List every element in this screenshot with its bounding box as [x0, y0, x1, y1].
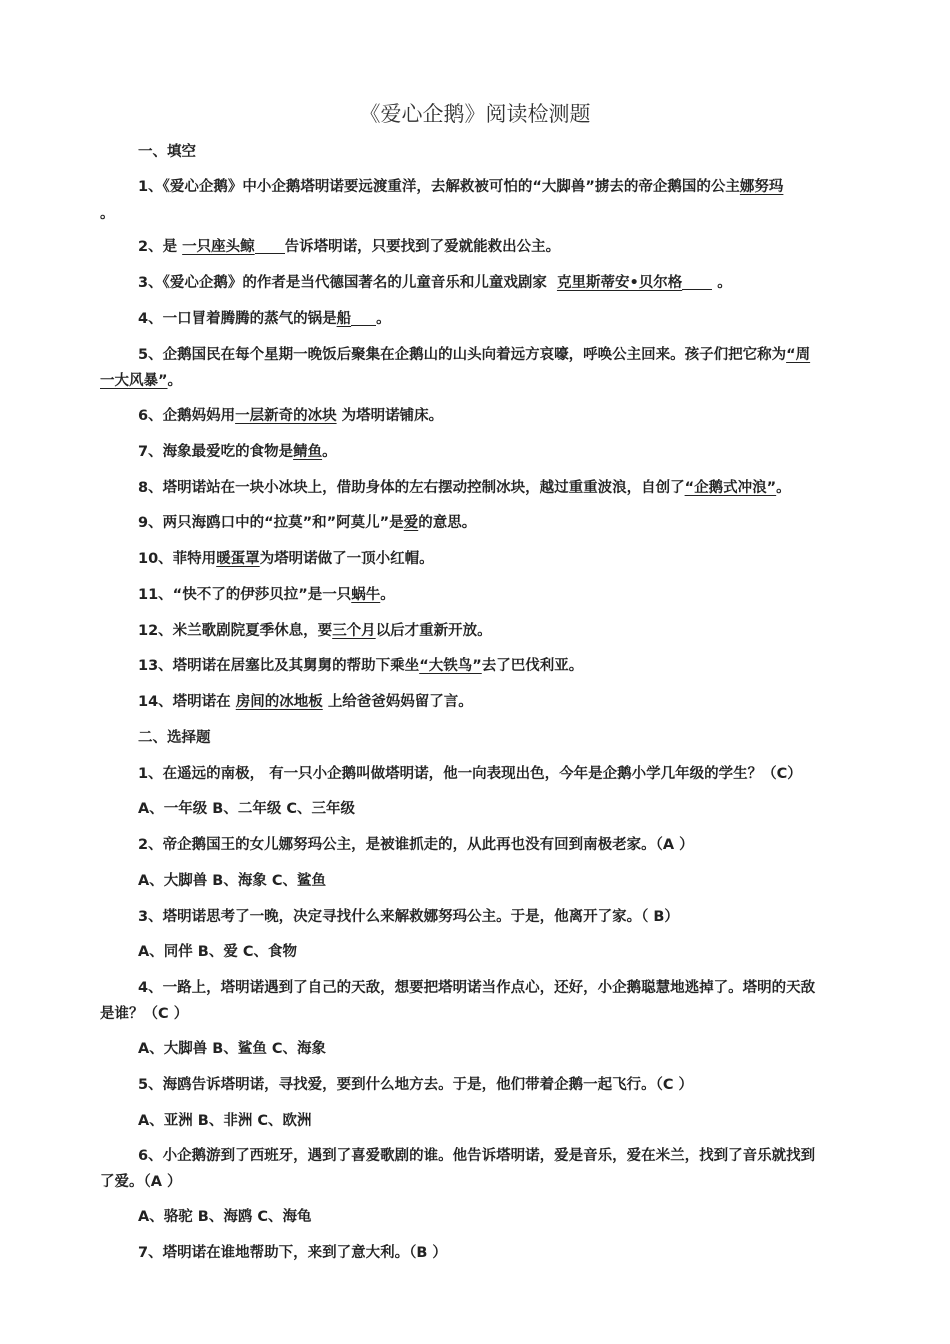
answer: 爱	[403, 515, 419, 531]
answer: 船	[336, 311, 352, 327]
question-text: 为塔明诺做了一顶小红帽。	[259, 551, 434, 567]
choice-options-3: A、同伴 B、爱 C、食物	[138, 944, 298, 960]
question-13	[100, 654, 888, 675]
answer: 蜗牛	[351, 587, 381, 603]
question-5-end	[100, 369, 850, 390]
question-text: 2、是	[138, 239, 178, 255]
choice-question-1: 1、在遥远的南极， 有一只小企鹅叫做塔明诺，他一向表现出色，今年是企鹅小学几年级的学生？（C）	[138, 766, 802, 782]
question-7	[100, 440, 888, 461]
question-text: 3、《爱心企鹅》的作者是当代德国著名的儿童音乐和儿童戏剧家	[138, 275, 547, 291]
question-text: 告诉塔明诺，只要找到了爱就能救出公主。	[284, 239, 561, 255]
question-10	[100, 547, 888, 568]
question-text: 。	[776, 480, 791, 496]
answer: 一只座头鲸	[182, 239, 255, 255]
question-text: 的意思。	[418, 515, 477, 531]
question-text: 。	[167, 373, 183, 389]
page-title: 《爱心企鹅》阅读检测题	[359, 102, 591, 126]
question-8	[100, 476, 888, 497]
question-12	[100, 619, 888, 640]
question-text: 为塔明诺铺床。	[341, 408, 444, 424]
question-3	[100, 271, 888, 292]
question-9	[100, 511, 888, 532]
answer: “企鹅式冲浪”	[684, 480, 777, 496]
choice-question-6-cont: 了爱。（A ）	[100, 1174, 182, 1190]
question-text: 10、菲特用	[138, 551, 217, 567]
answer: 鲭鱼	[293, 444, 323, 460]
choice-options-4: A、大脚兽 B、鲨鱼 C、海象	[138, 1041, 327, 1057]
question-text: 8、塔明诺站在一块小冰块上，借助身体的左右摆动控制冰块，越过重重波浪，自创了	[138, 480, 685, 496]
answer: 暖蛋罩	[216, 551, 260, 567]
choice-question-4-cont: 是谁？（C ）	[100, 1006, 189, 1022]
answer: 克里斯蒂安•贝尔格	[556, 275, 683, 291]
question-2	[100, 235, 888, 256]
question-6	[100, 404, 888, 425]
question-text: 14、塔明诺在	[138, 694, 231, 710]
question-text: 。	[322, 444, 337, 460]
question-text: 7、海象最爱吃的食物是	[138, 444, 294, 460]
choice-question-4: 4、一路上，塔明诺遇到了自己的天敌，想要把塔明诺当作点心，还好，小企鹅聪慧地逃掉了。塔明的天敌	[138, 980, 816, 996]
blank-line	[682, 275, 712, 291]
question-text: 6、企鹅妈妈用	[138, 408, 236, 424]
section-heading-fill-blank: 一、填空	[138, 144, 196, 160]
question-1	[100, 175, 888, 196]
question-1-end: 。	[100, 206, 115, 222]
choice-options-6: A、骆驼 B、海鸥 C、海龟	[138, 1209, 312, 1225]
question-text: 12、米兰歌剧院夏季休息，要	[138, 623, 333, 639]
question-text: 9、两只海鸥口中的“拉莫”和”阿莫儿”是	[138, 515, 404, 531]
question-text: 11、“快不了的伊莎贝拉”是一只	[138, 587, 352, 603]
question-text: 去了巴伐利亚。	[481, 658, 584, 674]
question-text: 1、《爱心企鹅》中小企鹅塔明诺要远渡重洋，去解救被可怕的“大脚兽”掳去的帝企鹅国的公主	[138, 179, 740, 195]
question-text: 。	[717, 275, 732, 291]
question-text: 上给爸爸妈妈留了言。	[327, 694, 473, 710]
answer: 三个月	[332, 623, 376, 639]
choice-question-7: 7、塔明诺在谁地帮助下，来到了意大利。（B ）	[138, 1245, 447, 1261]
question-11	[100, 583, 888, 604]
answer: 娜努玛	[739, 179, 784, 195]
question-text: 4、一口冒着腾腾的蒸气的锅是	[138, 311, 337, 327]
blank-line	[255, 239, 285, 255]
choice-options-2: A、大脚兽 B、海象 C、鲨鱼	[138, 873, 327, 889]
answer: “周	[786, 347, 811, 363]
answer: 一层新奇的冰块	[235, 408, 337, 424]
answer: “大铁鸟”	[419, 658, 482, 674]
question-text: 。	[376, 311, 391, 327]
question-14	[100, 690, 888, 711]
choice-question-3: 3、塔明诺思考了一晚，决定寻找什么来解救娜努玛公主。于是，他离开了家。（ B）	[138, 909, 679, 925]
question-text: 5、企鹅国民在每个星期一晚饭后聚集在企鹅山的山头向着远方哀嚎，呼唤公主回来。孩子们把它称为	[138, 347, 787, 363]
blank-line	[351, 311, 376, 327]
choice-question-2: 2、帝企鹅国王的女儿娜努玛公主，是被谁抓走的，从此再也没有回到南极老家。（A ）	[138, 837, 694, 853]
question-text: 。	[380, 587, 395, 603]
section-heading-choice: 二、选择题	[138, 730, 211, 746]
choice-question-6: 6、小企鹅游到了西班牙，遇到了喜爱歌剧的谁。他告诉塔明诺，爱是音乐，爱在米兰，找到了音乐就找到	[138, 1148, 816, 1164]
question-text: 以后才重新开放。	[375, 623, 492, 639]
choice-options-1: A、一年级 B、二年级 C、三年级	[138, 801, 356, 817]
answer: 一大风暴”	[100, 373, 168, 389]
question-4	[100, 307, 888, 328]
question-5	[100, 343, 888, 364]
answer: 房间的冰地板	[235, 694, 323, 710]
choice-options-5: A、亚洲 B、非洲 C、欧洲	[138, 1113, 312, 1129]
choice-question-5: 5、海鸥告诉塔明诺，寻找爱，要到什么地方去。于是，他们带着企鹅一起飞行。（C ）	[138, 1077, 694, 1093]
question-text: 13、塔明诺在居塞比及其舅舅的帮助下乘坐	[138, 658, 420, 674]
